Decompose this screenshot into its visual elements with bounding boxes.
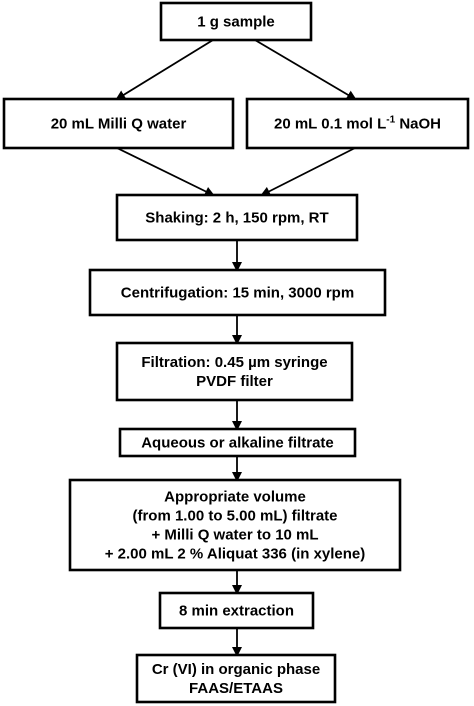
node-label-sample: 1 g sample: [197, 13, 275, 31]
node-label-result-2: FAAS/ETAAS: [189, 680, 283, 697]
node-filtration: [117, 343, 352, 400]
nodes: [4, 3, 468, 702]
node-label-water: 20 mL Milli Q water: [50, 115, 187, 133]
node-box-filtration: [117, 343, 352, 400]
node-label-extraction: 8 min extraction: [178, 602, 295, 620]
node-label-filtration-2: PVDF filter: [196, 373, 273, 390]
node-label-result-1: Cr (VI) in organic phase: [151, 661, 321, 678]
node-label-centrifugation: Centrifugation: 15 min, 3000 rpm: [120, 284, 355, 302]
node-filtrate: [120, 429, 355, 456]
arrow-sample-to-water: [117, 40, 213, 99]
node-label-filtrate: Aqueous or alkaline filtrate: [141, 434, 334, 452]
node-result: [137, 655, 335, 702]
arrow-naoh-to-shaking: [262, 148, 355, 195]
node-label-volume-2: (from 1.00 to 5.00 mL) filtrate: [132, 507, 338, 525]
node-label-volume-4: + 2.00 mL 2 % Aliquat 336 (in xylene): [104, 545, 366, 563]
node-label-volume-3: + Milli Q water to 10 mL: [151, 526, 319, 544]
node-naoh: [247, 99, 468, 148]
node-sample: [161, 3, 311, 40]
node-label-shaking: Shaking: 2 h, 150 rpm, RT: [145, 209, 329, 227]
node-centrifugation: [90, 270, 385, 315]
arrow-sample-to-naoh: [255, 40, 355, 99]
node-extraction: [160, 593, 313, 628]
node-label-volume-1: Appropriate volume: [164, 488, 306, 506]
node-shaking: [117, 195, 357, 240]
node-volume: [70, 480, 400, 570]
node-water: [4, 99, 233, 148]
node-label-filtration-1: Filtration: 0.45 µm syringe: [141, 354, 328, 371]
arrow-water-to-shaking: [117, 148, 213, 195]
node-label-naoh: 20 mL 0.1 mol $L^{-1}$ NaOH: [273, 114, 442, 133]
